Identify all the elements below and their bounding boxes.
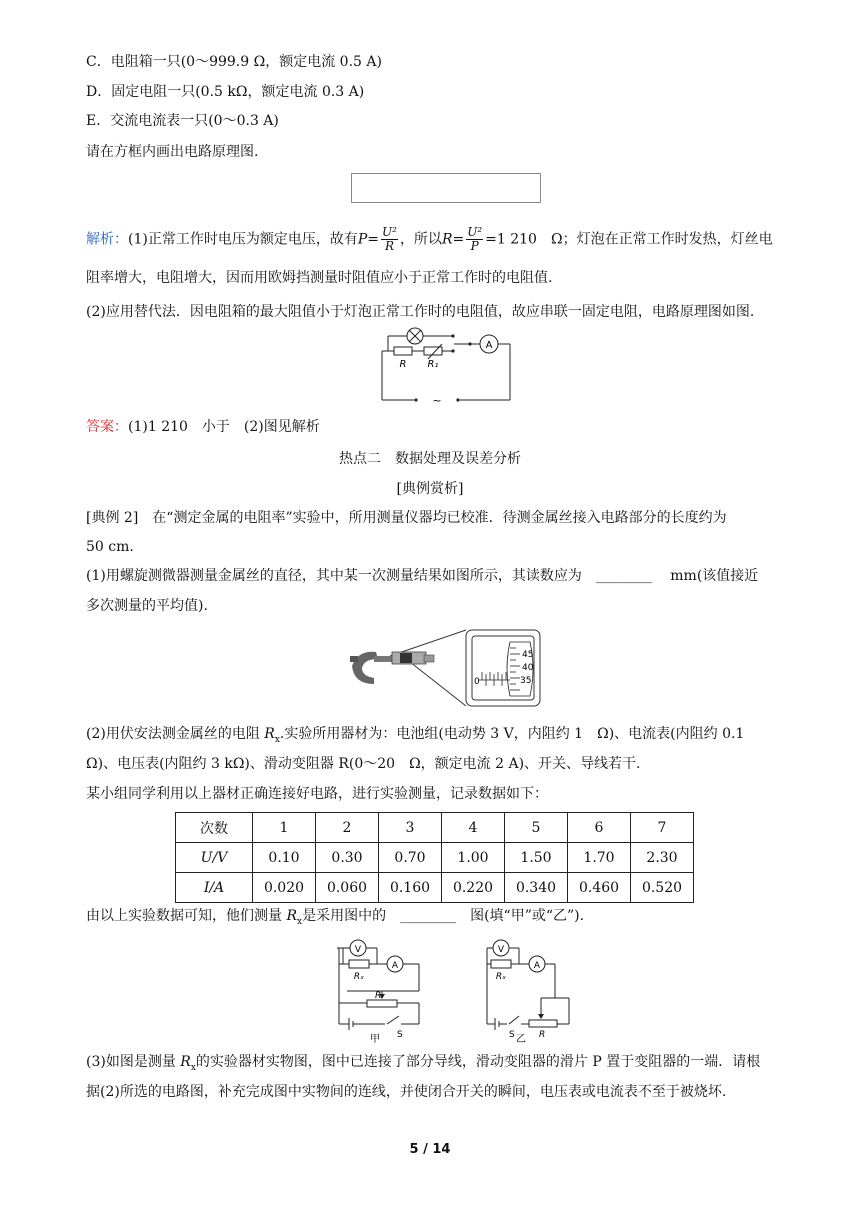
rx-label: Rₓ [353, 972, 365, 982]
fraction-denominator: P [470, 239, 479, 253]
circuit-yi [473, 936, 583, 1044]
rheostat-label: R [375, 991, 382, 1001]
fraction-numerator: U² [467, 225, 483, 239]
var-r: R [264, 726, 275, 742]
analysis-label: 解析： [86, 231, 128, 248]
table-cell: 0.060 [316, 873, 379, 903]
ac-source-label: ~ [432, 394, 442, 407]
rheostat-label: R [539, 1030, 546, 1040]
table-cell: 0.520 [631, 873, 694, 903]
q2-text: 由以上实验数据可知，他们测量 [86, 908, 287, 924]
table-cell: 0.460 [568, 873, 631, 903]
question-2-line-3: 某小组同学利用以上器材正确连接好电路，进行实验测量，记录数据如下： [86, 786, 548, 802]
table-cell: 0.020 [253, 873, 316, 903]
option-e: E．交流电流表一只(0～0.3 A) [86, 113, 279, 129]
micrometer-scale-45: 45 [522, 650, 534, 660]
table-cell: 1.00 [442, 843, 505, 873]
formula-r-lhs: R= [441, 231, 465, 248]
question-3-line-1 [86, 1052, 760, 1078]
measurement-table [175, 812, 694, 903]
table-cell: U/V [176, 843, 253, 873]
table-cell: 0.70 [379, 843, 442, 873]
formula-p-lhs: P= [357, 231, 379, 248]
q2-text: .实验所用器材为：电池组(电动势 3 V，内阻约 1 Ω)、电流表(内阻约 0.1 [279, 726, 745, 742]
table-row-voltage [176, 843, 694, 873]
formula-u2-over-r [381, 226, 398, 253]
fraction-denominator: R [384, 239, 394, 253]
ammeter-label: A [485, 340, 493, 351]
table-cell: I/A [176, 873, 253, 903]
table-cell: 0.10 [253, 843, 316, 873]
circuit-jia [325, 936, 435, 1044]
switch-label: S [397, 1030, 403, 1040]
var-r: R [286, 908, 297, 924]
substitution-circuit-diagram [376, 326, 516, 408]
table-row-current [176, 873, 694, 903]
table-cell: 0.30 [316, 843, 379, 873]
ammeter-label: A [391, 961, 399, 971]
prompt-draw-circuit: 请在方框内画出电路原理图. [86, 144, 259, 160]
table-cell: 2 [316, 813, 379, 843]
q2-text: (2)用伏安法测金属丝的电阻 [86, 726, 265, 742]
analysis-text: (1)正常工作时电压为额定电压，故有 [128, 231, 358, 248]
table-cell: 2.30 [631, 843, 694, 873]
ammeter-label: A [533, 961, 541, 971]
voltmeter-label: V [354, 945, 362, 955]
micrometer-scale-40: 40 [522, 663, 534, 673]
var-sub-x: x [297, 916, 303, 927]
page-number: 5 / 14 [409, 1142, 451, 1157]
var-sub-x: x [190, 1062, 196, 1073]
resistor-r-label: R [399, 359, 407, 370]
var-sub-x: x [274, 734, 280, 745]
micrometer-zero: 0 [474, 677, 480, 687]
analysis-line-3: (2)应用替代法．因电阻箱的最大阻值小于灯泡正常工作时的电阻值，故应串联一固定电阻，电路原理图如图. [86, 304, 755, 320]
analysis-text: ，所以 [399, 231, 442, 248]
rx-label: Rₓ [495, 972, 507, 982]
question-1-line-1: (1)用螺旋测微器测量金属丝的直径，其中某一次测量结果如图所示，其读数应为 ________ mm(该值接近 [86, 568, 759, 584]
option-d: D．固定电阻一只(0.5 kΩ，额定电流 0.3 A) [86, 84, 365, 100]
var-r: R [180, 1054, 191, 1070]
table-cell: 1.70 [568, 843, 631, 873]
question-2-line-2: Ω)、电压表(内阻约 3 kΩ)、滑动变阻器 R(0～20 Ω，额定电流 2 A)、开关、导线若干. [86, 756, 641, 772]
analysis-line-2: 阻率增大，电阻增大，因而用欧姆挡测量时阻值应小于正常工作时的电阻值. [86, 270, 553, 286]
voltmeter-label: V [497, 945, 505, 955]
option-c: C．电阻箱一只(0～999.9 Ω，额定电流 0.5 A) [86, 54, 382, 70]
table-cell: 5 [505, 813, 568, 843]
fraction-numerator: U² [382, 225, 397, 239]
table-cell: 4 [442, 813, 505, 843]
question-3-line-2: 据(2)所选的电路图，补充完成图中实物间的连线，并使闭合开关的瞬间，电压表或电流表不至于被烧坏. [86, 1084, 727, 1100]
formula-u2-over-p [466, 226, 483, 253]
micrometer-scale-35: 35 [520, 676, 532, 686]
q3-text: (3)如图是测量 [86, 1054, 181, 1070]
table-cell: 0.340 [505, 873, 568, 903]
resistor-r1-label: R₁ [427, 359, 439, 370]
table-cell: 0.160 [379, 873, 442, 903]
table-cell: 1 [253, 813, 316, 843]
table-cell: 3 [379, 813, 442, 843]
circuit-yi-label: 乙 [516, 1034, 526, 1044]
table-cell: 次数 [176, 813, 253, 843]
example-intro-line-2: 50 cm. [86, 539, 134, 555]
circuit-answer-box [351, 173, 541, 203]
answer-label: 答案： [86, 419, 128, 435]
q2-text: 是采用图中的 ________ 图(填“甲”或“乙”). [302, 908, 585, 924]
circuit-jia-label: 甲 [370, 1034, 380, 1044]
question-2-line-4 [86, 906, 584, 932]
answer-text: (1)1 210 小于 (2)图见解析 [128, 419, 320, 435]
question-1-line-2: 多次测量的平均值). [86, 598, 208, 614]
analysis-text: =1 210 Ω；灯泡在正常工作时发热，灯丝电 [485, 231, 773, 248]
table-row-header [176, 813, 694, 843]
analysis-line-1 [86, 226, 773, 253]
table-cell: 6 [568, 813, 631, 843]
table-cell: 7 [631, 813, 694, 843]
subsection-title: [典例赏析] [396, 481, 464, 497]
table-cell: 0.220 [442, 873, 505, 903]
switch-label: S [509, 1030, 515, 1040]
table-cell: 1.50 [505, 843, 568, 873]
q3-text: 的实验器材实物图，图中已连接了部分导线，滑动变阻器的滑片 P 置于变阻器的一端．请根 [195, 1054, 761, 1070]
micrometer-figure [344, 628, 544, 710]
answer-line [86, 417, 320, 437]
question-2-line-1 [86, 724, 744, 750]
section-title: 热点二 数据处理及误差分析 [339, 451, 521, 467]
example-intro-line-1: [典例 2] 在“测定金属的电阻率”实验中，所用测量仪器均已校准．待测金属丝接入电路部分的长度约为 [86, 510, 727, 526]
